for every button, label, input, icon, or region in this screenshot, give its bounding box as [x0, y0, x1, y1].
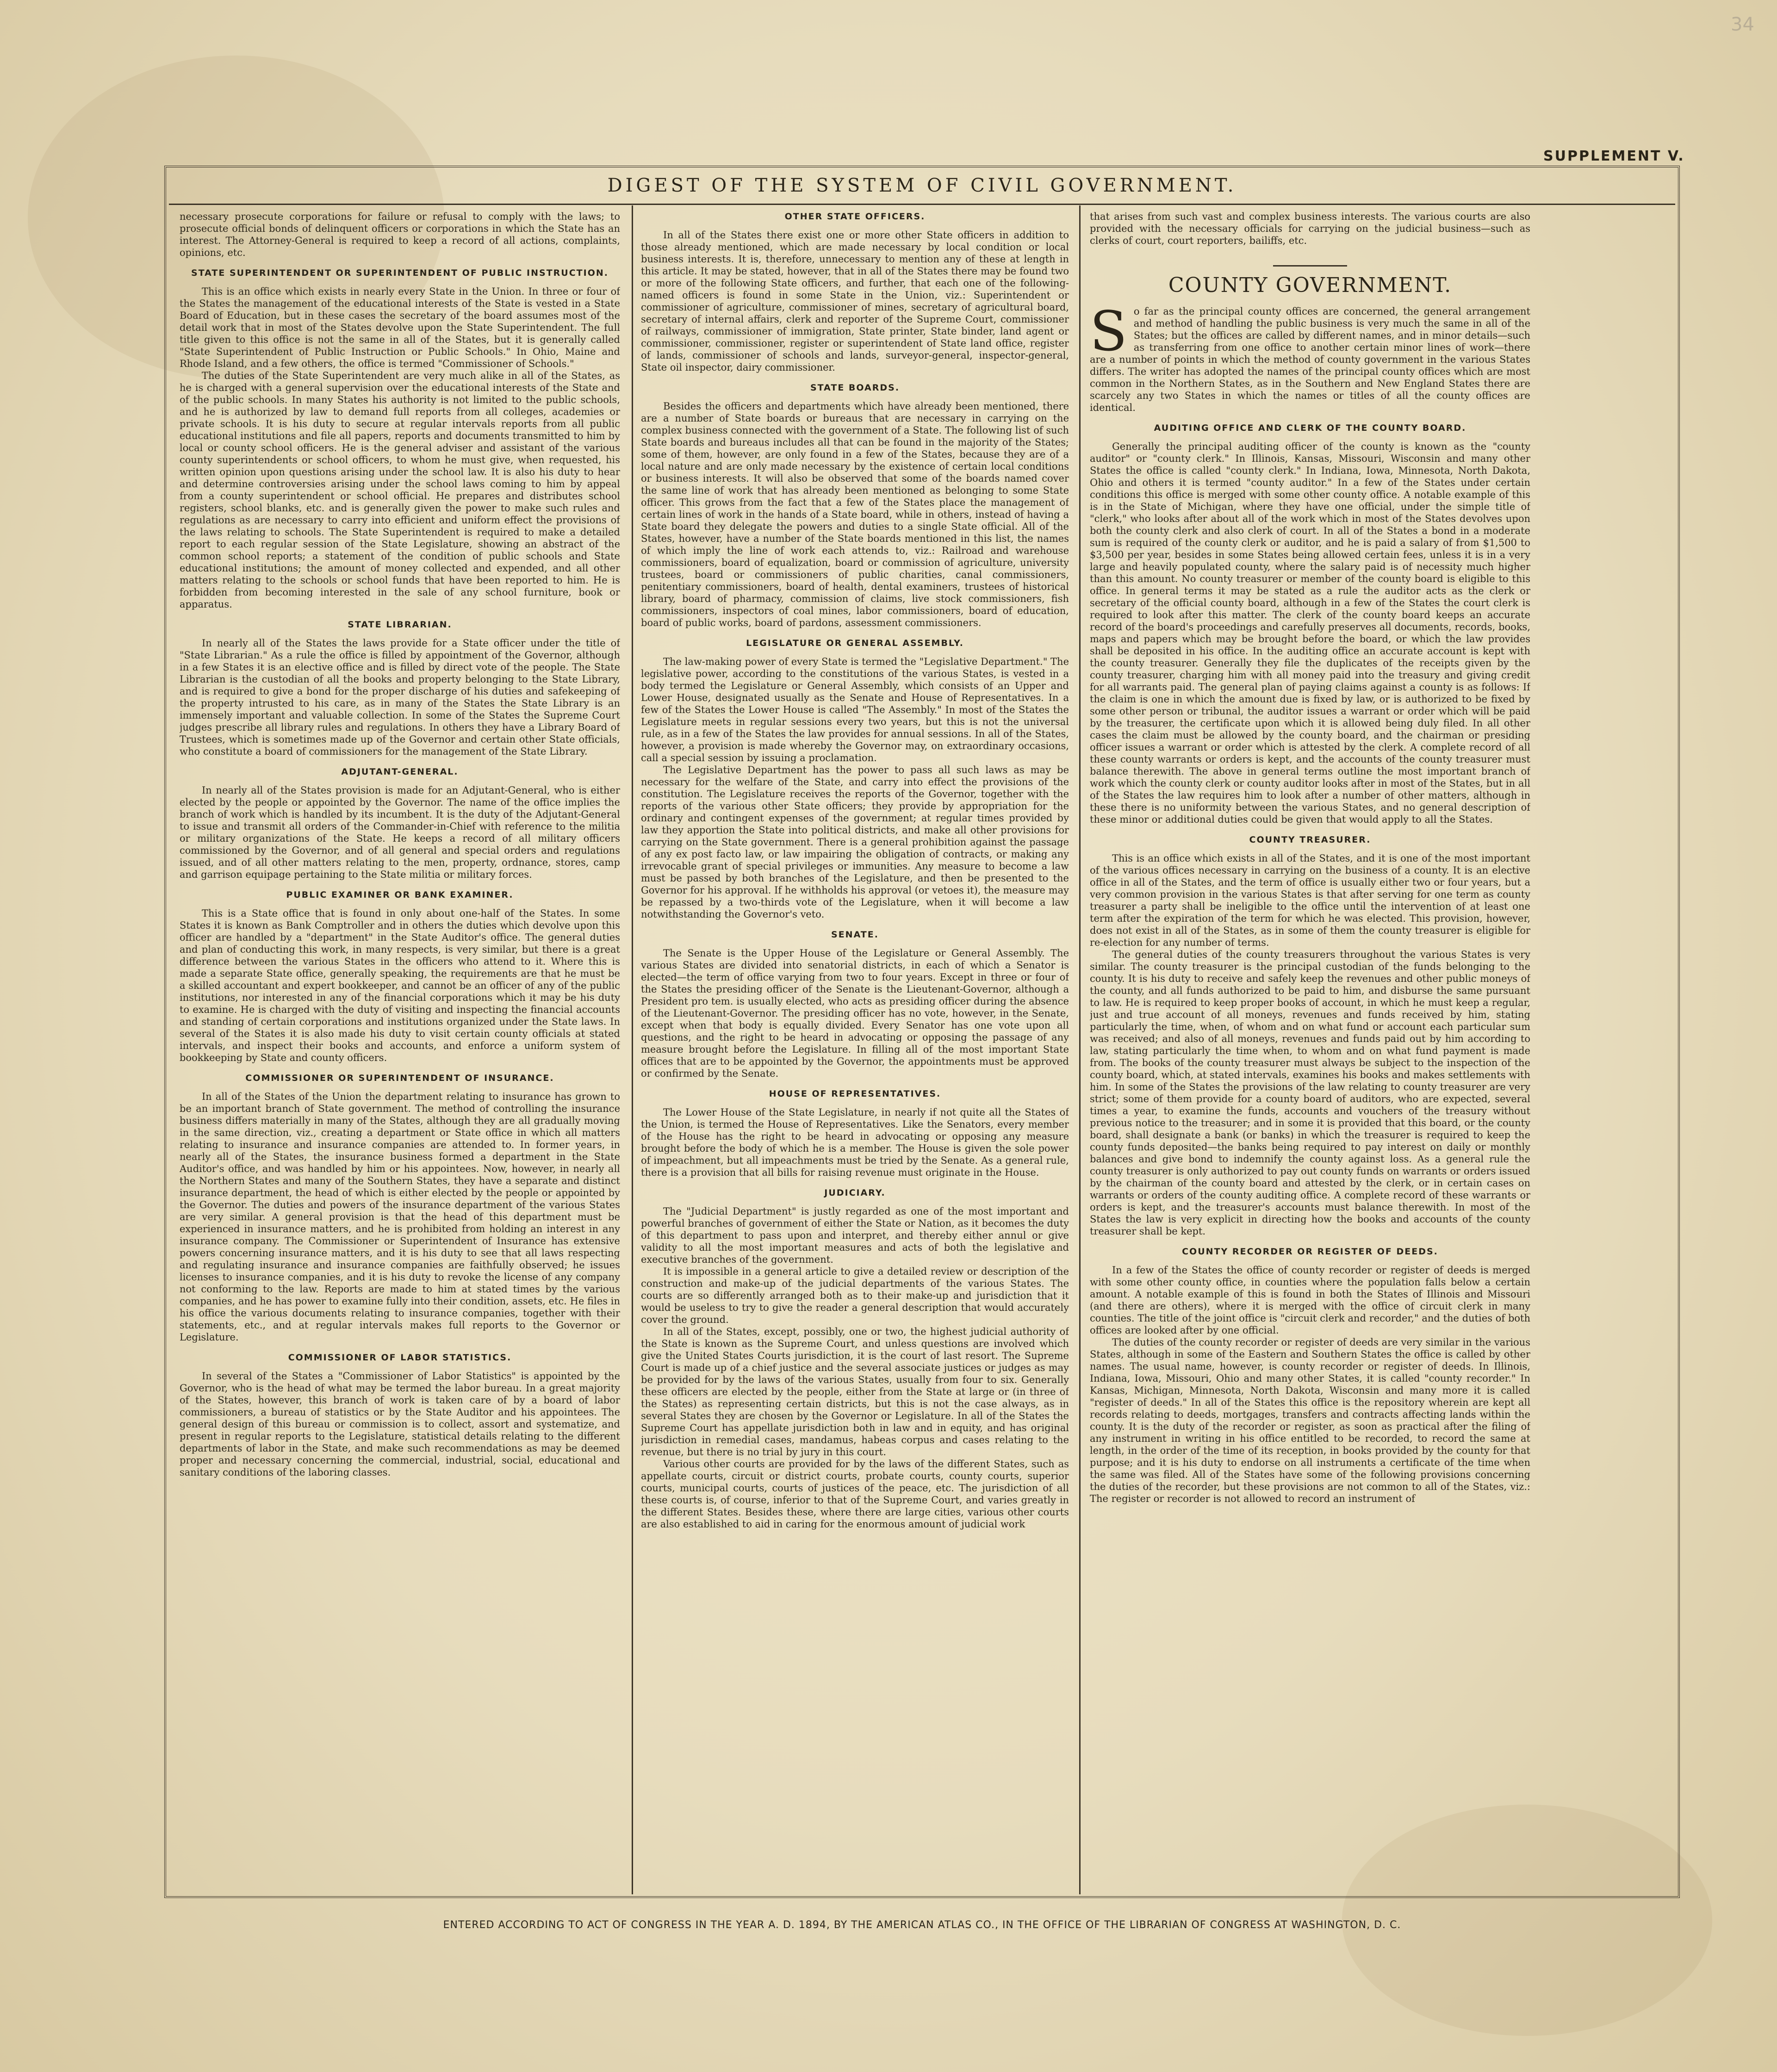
- paragraph: Besides the officers and departments which have already been mentioned, there are a number of State boards or bureaus that are necessary in carrying on the complex business connected with the government of a State. The following list of such State boards and bureaus includes all that can be found in the majority of the States; some of them, however, are only found in a few of the States, because they are of a local nature and are only made necessary by the existence of certain local conditions or business interests. It will also be observed that some of the boards named cover the same line of work that has already been mentioned as belonging to some State officer. This grows from the fact that a few of the States place the management of certain lines of work in the hands of a State board, while in others, instead of having a State board they delegate the powers and duties to a single State official. All of the States, however, have a number of the State boards mentioned in this list, the names of which imply the line of work each attends to, viz.: Railroad and warehouse commissioners, board of equalization, board or commission of agriculture, university trustees, board or commissioners of public charities, canal commissioners, penitentiary commissioners, board of health, dental examiners, trustees of historical library, board of pharmacy, commission of claims, live stock commissioners, fish commissioners, inspectors of coal mines, labor commissioners, board of education, board of public works, board of pardons, assessment commissioners.: [641, 401, 1069, 628]
- paragraph: It is impossible in a general article to give a detailed review or description of the construction and make-up of the judicial departments of the various States. The courts are so differently arranged both as to their make-up and jurisdiction that it would be useless to try to give the reader a general description that would accurately cover the ground.: [641, 1266, 1069, 1325]
- section-divider: [1273, 265, 1347, 267]
- paragraph: The law-making power of every State is termed the "Legislative Department." The legislative power, according to the constitutions of the various States, is vested in a body termed the Legislature or General Assembly, which consists of an Upper and Lower House, designated usually as the Senate and House of Representatives. In a few of the States the Lower House is called "The Assembly." In most of the States the Legislature meets in regular sessions every two years, but this is not the universal rule, as in a few of the States the law provides for annual sessions. In all of the States, however, a provision is made whereby the Governor may, on extraordinary occasions, call a special session by issuing a proclamation.: [641, 656, 1069, 763]
- continued-text: necessary prosecute corporations for failure or refusal to comply with the laws; to prosecute official bonds of delinquent officers or corporations in which the State has an interest. The Attorney-General is required to keep a record of all actions, complaints, opinions, etc.: [180, 211, 620, 258]
- paragraph: In all of the States of the Union the department relating to insurance has grown to be an important branch of State government. The method of controlling the insurance business differs materially in many of the States, although they are all gradually moving in the same direction, viz., creating a department or State office in which all matters relating to insurance and insurance companies are attended to. In former years, in nearly all of the States, the insurance business formed a department in the State Auditor's office, and was handled by him or his appointees. Now, however, in nearly all the Northern States and many of the Southern States, they have a separate and distinct insurance department, the head of which is either elected by the people or appointed by the Governor. The duties and powers of the insurance department of the various States are very similar. A general provision is that the head of this department must be experienced in insurance matters, and he is prohibited from holding an interest in any insurance company. The Commissioner or Superintendent of Insurance has extensive powers concerning insurance matters, and it is his duty to see that all laws respecting and regulating insurance and insurance companies are faithfully observed; he issues licenses to insurance companies, and it is his duty to revoke the license of any company not conforming to the law. Reports are made to him at stated times by the various companies, and he has power to examine fully into their condition, assets, etc. He files in his office the various documents relating to insurance companies, together with their statements, etc., and at regular intervals makes full reports to the Governor or Legislature.: [180, 1091, 620, 1343]
- section-heading: COUNTY RECORDER OR REGISTER OF DEEDS.: [1182, 1247, 1438, 1257]
- article-section: [641, 211, 1069, 373]
- section-heading: LEGISLATURE OR GENERAL ASSEMBLY.: [746, 638, 964, 648]
- section-heading: STATE LIBRARIAN.: [348, 620, 452, 630]
- paragraph: The duties of the State Superintendent are very much alike in all of the States, as he is charged with a general supervision over the educational interests of the State and of the public schools. In many States his authority is not limited to the public schools, and he is authorized by law to demand full reports from all colleges, academies or private schools. It is his duty to secure at regular intervals reports from all public educational institutions and file all papers, reports and documents transmitted to him by local or county school officers. He is the general adviser and assistant of the various county superintendents or school officers, to whom he must give, when requested, his written opinion upon questions arising under the school law. It is also his duty to hear and determine controversies arising under the school laws coming to him by appeal from a county superintendent or school official. He prepares and distributes school registers, school blanks, etc. and is generally given the power to make such rules and regulations as are necessary to carry into efficient and uniform effect the provisions of the laws relating to schools. The State Superintendent is required to make a detailed report to each regular session of the State Legislature, showing an abstract of the common school reports; a statement of the condition of public schools and State educational institutions; the amount of money collected and expended, and all other matters relating to the schools or school funds that have been reported to him. He is forbidden from becoming interested in the sale of any school furniture, book or apparatus.: [180, 370, 620, 610]
- paragraph: This is a State office that is found in only about one-half of the States. In some States it is known as Bank Comptroller and in others the duties which devolve upon this officer are handled by a "department" in the State Auditor's office. The general duties and plan of conducting this work, in many respects, is very similar, but there is a great difference between the various States in the officers who attend to it. Where this is made a separate State office, generally speaking, the requirements are that he must be a skilled accountant and expert bookkeeper, and cannot be an officer of any of the public institutions, nor interested in any of the financial corporations which it may be his duty to examine. He is charged with the duty of visiting and inspecting the financial accounts and standing of certain corporations and institutions organized under the State laws. In several of the States it is also made his duty to visit certain county officials at stated intervals, and inspect their books and accounts, and enforce a uniform system of bookkeeping by State and county officers.: [180, 908, 620, 1063]
- article-section: [641, 382, 1069, 629]
- article-section: [1090, 422, 1530, 825]
- drop-cap: S: [1090, 299, 1127, 363]
- paragraph: In all of the States there exist one or more other State officers in addition to those already mentioned, which are made necessary by local condition or local business interests. It is, therefore, unnecessary to mention any of these at length in this article. It may be stated, however, that in all of the States there may be found two or more of the following State officers, and further, that each one of the following-named officers is found in some State in the Union, viz.: Superintendent or commissioner of agriculture, commissioner of mines, secretary of agricultural board, secretary of internal affairs, clerk and reporter of the Supreme Court, commissioner of railways, commissioner of immigration, State printer, State binder, land agent or commissioner, commissioner, register or superintendent of State land office, register of lands, commissioner of schools and lands, surveyor-general, inspector-general, State oil inspector, dairy commissioner.: [641, 230, 1069, 373]
- paragraph: In all of the States, except, possibly, one or two, the highest judicial authority of the State is known as the Supreme Court, and unless questions are involved which give the United States Courts jurisdiction, it is the court of last resort. The Supreme Court is made up of a chief justice and the several associate justices or judges as may be provided for by the laws of the various States, usually from four to six. Generally these officers are elected by the people, either from the State at large or (in three of the States) as representing certain districts, but this is not the case always, as in several States they are chosen by the Governor or Legislature. In all of the States the Supreme Court has appellate jurisdiction both in law and in equity, and has original jurisdiction in remedial cases, mandamus, habeas corpus and cases relating to the revenue, but there is no trial by jury in this court.: [641, 1326, 1069, 1458]
- section-heading: OTHER STATE OFFICERS.: [784, 211, 926, 222]
- article-section: [180, 267, 620, 610]
- copyright-footer: ENTERED ACCORDING TO ACT OF CONGRESS IN THE YEAR A. D. 1894, BY THE AMERICAN ATLAS CO., IN THE OFFICE OF THE LIBRARIAN OF CONGRESS AT WASHINGTON, D. C.: [443, 1919, 1401, 1931]
- column-right: [1090, 211, 1530, 1892]
- title-rule: [169, 204, 1675, 205]
- section-heading: COMMISSIONER OR SUPERINTENDENT OF INSURANCE.: [245, 1073, 554, 1083]
- paragraph: The Lower House of the State Legislature, in nearly if not quite all the States of the Union, is termed the House of Representatives. Like the Senators, every member of the House has the right to be heard in advocating or opposing any measure brought before the body of which he is a member. The House is given the sole power of impeachment, but all impeachments must be tried by the Senate. As a general rule, there is a provision that all bills for raising revenue must originate in the House.: [641, 1107, 1069, 1178]
- page-number: 34: [1731, 14, 1754, 35]
- article-section: [641, 1088, 1069, 1179]
- article-section: [1090, 1246, 1530, 1505]
- article-section: [180, 1352, 620, 1478]
- county-government-title: COUNTY GOVERNMENT.: [1168, 273, 1452, 297]
- continued-text: that arises from such vast and complex business interests. The various courts are also provided with the necessary officials for carrying on the judicial business—such as clerks of court, court reporters, bailiffs, etc.: [1090, 211, 1530, 246]
- paragraph: The duties of the county recorder or register of deeds are very similar in the various States, although in some of the Eastern and Southern States the office is called by other names. The usual name, however, is county recorder or register of deeds. In Illinois, Indiana, Iowa, Missouri, Ohio and many other States, it is called "county recorder." In Kansas, Michigan, Minnesota, North Dakota, Wisconsin and many more it is called "register of deeds." In all of the States this office is the repository wherein are kept all records relating to deeds, mortgages, transfers and contracts affecting lands within the county. It is the duty of the recorder or register, as soon as practical after the filing of any instrument in writing in his office entitled to be recorded, to record the same at length, in the order of the time of its reception, in books provided by the county for that purpose; and it is his duty to endorse on all instruments a certificate of the time when the same was filed. All of the States have some of the following provisions concerning the duties of the recorder, but these provisions are not common to all of the States, viz.: The register or recorder is not allowed to record an instrument of: [1090, 1337, 1530, 1504]
- paragraph: This is an office which exists in nearly every State in the Union. In three or four of the States the management of the educational interests of the State is vested in a State Board of Education, but in these cases the secretary of the board assumes most of the detail work that in most of the States devolve upon the State Superintendent. The full title given to this office is not the same in all of the States, but it is generally called "State Superintendent of Public Instruction or Public Schools." In Ohio, Maine and Rhode Island, and a few others, the office is termed "Commissioner of Schools.": [180, 286, 620, 369]
- column-middle: [641, 211, 1069, 1892]
- paragraph: The "Judicial Department" is justly regarded as one of the most important and powerful branches of government of either the State or Nation, as it becomes the duty of this department to pass upon and interpret, and thereby either annul or give validity to all the most important measures and acts of both the legislative and executive branches of the government.: [641, 1206, 1069, 1265]
- paragraph: This is an office which exists in all of the States, and it is one of the most important of the various offices necessary in carrying on the business of a county. It is an elective office in all of the States, and the term of office is usually either two or four years, but a very common provision in the various States is that after serving for one term as county treasurer a party shall be ineligible to the office until the intervention of at least one term after the expiration of the term for which he was elected. This provision, however, does not exist in all of the States, as in some of them the county treasurer is eligible for re-election for any number of terms.: [1090, 853, 1530, 948]
- paragraph: In a few of the States the office of county recorder or register of deeds is merged with some other county office, in counties where the population falls below a certain amount. A notable example of this is found in both the States of Illinois and Missouri (and there are others), where it is merged with the office of circuit clerk in many counties. The title of the joint office is "circuit clerk and recorder," and the duties of both offices are looked after by one official.: [1090, 1265, 1530, 1336]
- article-section: [180, 619, 620, 757]
- article-section: [641, 637, 1069, 920]
- column-divider: [632, 205, 633, 1894]
- paragraph: In nearly all of the States provision is made for an Adjutant-General, who is either elected by the people or appointed by the Governor. The name of the office implies the branch of work which is handled by its incumbent. It is the duty of the Adjutant-General to issue and transmit all orders of the Commander-in-Chief with reference to the militia or military organizations of the State. He keeps a record of all military officers commissioned by the Governor, and of all general and special orders and regulations issued, and of all other matters relating to the men, property, ordnance, stores, camp and garrison equipage pertaining to the State militia or military forces.: [180, 785, 620, 880]
- section-heading: PUBLIC EXAMINER OR BANK EXAMINER.: [286, 890, 514, 900]
- article-section: [641, 1187, 1069, 1530]
- paragraph: In several of the States a "Commissioner of Labor Statistics" is appointed by the Governor, who is the head of what may be termed the labor bureau. In a great majority of the States, however, this branch of work is taken care of by a board of labor commissioners, a bureau of statistics or by the State Auditor and his appointees. The general design of this bureau or commission is to collect, assort and systematize, and present in regular reports to the Legislature, statistical details relating to the different departments of labor in the State, and make such recommendations as may be deemed proper and necessary concerning the commercial, industrial, social, educational and sanitary conditions of the laboring classes.: [180, 1371, 620, 1478]
- paragraph: The Legislative Department has the power to pass all such laws as may be necessary for the welfare of the State, and carry into effect the provisions of the constitution. The Legislature receives the reports of the Governor, together with the reports of the various other State officers; they provide by appropriation for the ordinary and contingent expenses of the government; at regular times provided by law they apportion the State into political districts, and make all other provisions for carrying on the State government. There is a general prohibition against the passage of any ex post facto law, or law impairing the obligation of contracts, or making any irrevocable grant of special privileges or immunities. Any measure to become a law must be passed by both branches of the Legislature, and then be presented to the Governor for his approval. If he withholds his approval (or vetoes it), the measure may be repassed by a two-thirds vote of the Legislature, when it will become a law notwithstanding the Governor's veto.: [641, 764, 1069, 920]
- paragraph: Generally the principal auditing officer of the county is known as the "county auditor" or "county clerk." In Illinois, Kansas, Missouri, Wisconsin and many other States the office is called "county clerk." In Indiana, Iowa, Minnesota, North Dakota, Ohio and others it is termed "county auditor." In a few of the States under certain conditions this office is merged with some other county office. A notable example of this is in the State of Michigan, where they have one official, under the simple title of "clerk," who looks after about all of the work which in most of the States devolves upon both the county clerk and also clerk of court. In all of the States a bond in a moderate sum is required of the county clerk or auditor, and he is paid a salary of from $1,500 to $3,500 per year, besides in some States being allowed certain fees, unless it is in a very large and heavily populated county, where the salary paid is of necessity much higher than this amount. No county treasurer or member of the county board is eligible to this office. In general terms it may be stated as a rule the auditor acts as the clerk or secretary of the official county board, although in a few of the States the court clerk is required to look after this matter. The clerk of the county board keeps an accurate record of the board's proceedings and carefully preserves all documents, records, books, maps and papers which may be brought before the board, or which the law provides shall be deposited in his office. In the auditing office an accurate account is kept with the county treasurer. Generally they file the duplicates of the receipts given by the county treasurer, charging him with all money paid into the treasury and giving credit for all warrants paid. The general plan of paying claims against a county is as follows: If the claim is one in which the amount due is fixed by law, or is authorized to be fixed by some other person or tribunal, the auditor issues a warrant or order which will be paid by the treasurer, the certificate upon which it is allowed being duly filed. In all other cases the claim must be allowed by the county board, and the chairman or presiding officer issues a warrant or order which is attested by the clerk. A complete record of all these county warrants or orders is kept, and the accounts of the county treasurer must balance therewith. The above in general terms outline the most important branch of work which the county clerk or county auditor looks after in most of the States, but in all of the States the law requires him to look after a number of other matters, although in these there is no uniformity between the various States, and no general description of these minor or additional duties could be given that would apply to all the States.: [1090, 441, 1530, 825]
- paragraph: Various other courts are provided for by the laws of the different States, such as appellate courts, circuit or district courts, probate courts, county courts, superior courts, municipal courts, courts of justices of the peace, etc. The jurisdiction of all these courts is, of course, inferior to that of the Supreme Court, and varies greatly in the different States. Besides these, where there are large cities, various other courts are also established to aid in caring for the enormous amount of judicial work: [641, 1458, 1069, 1530]
- article-section: [1090, 834, 1530, 1237]
- column-left: [180, 211, 620, 1892]
- supplement-label: SUPPLEMENT V.: [1543, 148, 1685, 164]
- section-heading: STATE SUPERINTENDENT OR SUPERINTENDENT OF PUBLIC INSTRUCTION.: [191, 268, 609, 278]
- section-heading: HOUSE OF REPRESENTATIVES.: [769, 1089, 941, 1099]
- section-heading: SENATE.: [831, 930, 879, 940]
- article-section: [180, 766, 620, 881]
- page-title: DIGEST OF THE SYSTEM OF CIVIL GOVERNMENT.: [607, 175, 1237, 196]
- section-heading: AUDITING OFFICE AND CLERK OF THE COUNTY BOARD.: [1154, 423, 1466, 433]
- county-intro-text: o far as the principal county offices are concerned, the general arrangement and method of handling the public business is very much the same in all of the States; but the offices are called by different names, and in minor details—such as transferring from one office to another certain minor lines of work—there are a number of points in which the method of county government in the various States differs. The writer has adopted the names of the principal county offices which are most common in the Northern States, as in the Southern and New England States there are scarcely any two States in which the names or titles of all the county offices are identical.: [1090, 306, 1530, 413]
- paragraph: The Senate is the Upper House of the Legislature or General Assembly. The various States are divided into senatorial districts, in each of which a Senator is elected—the term of office varying from two to four years. Except in three or four of the States the presiding officer of the Senate is the Lieutenant-Governor, although a President pro tem. is usually elected, who acts as presiding officer during the absence of the Lieutenant-Governor. The presiding officer has no vote, however, in the Senate, except when that body is equally divided. Every Senator has one vote upon all questions, and the right to be heard in advocating or opposing the passage of any measure brought before the Legislature. In filling all of the most important State offices that are to be appointed by the Governor, the appointments must be approved or confirmed by the Senate.: [641, 948, 1069, 1079]
- column-divider: [1079, 205, 1081, 1894]
- article-section: [180, 1072, 620, 1343]
- section-heading: ADJUTANT-GENERAL.: [341, 767, 459, 777]
- section-heading: COUNTY TREASURER.: [1249, 835, 1371, 845]
- section-heading: JUDICIARY.: [824, 1188, 886, 1198]
- section-heading: COMMISSIONER OF LABOR STATISTICS.: [288, 1352, 512, 1363]
- paragraph: In nearly all of the States the laws provide for a State officer under the title of "State Librarian." As a rule the office is filled by appointment of the Governor, although in a few States it is an elective office and is filled by direct vote of the people. The State Librarian is the custodian of all the books and property belonging to the State Library, and is required to give a bond for the proper discharge of his duties and safekeeping of the property intrusted to his care, as in many of the States the State Library is an immensely important and valuable collection. In some of the States the Supreme Court judges prescribe all library rules and regulations. In others they have a Library Board of Trustees, which is sometimes made up of the Governor and certain other State officials, who constitute a board of commissioners for the management of the State Library.: [180, 638, 620, 757]
- county-intro: [1090, 299, 1530, 414]
- paragraph: The general duties of the county treasurers throughout the various States is very similar. The county treasurer is the principal custodian of the funds belonging to the county. It is his duty to receive and safely keep the revenues and other public moneys of the county, and all funds authorized to be paid to him, and disburse the same pursuant to law. He is required to keep proper books of account, in which he must keep a regular, just and true account of all moneys, revenues and funds received by him, stating particularly the time, when, of whom and on what fund or account each particular sum was received; and also of all moneys, revenues and funds paid out by him according to law, stating particularly the time when, to whom and on what fund payment is made from. The books of the county treasurer must always be subject to the inspection of the county board, which, at stated intervals, examines his books and makes settlements with him. In some of the States the provisions of the law relating to county treasurer are very strict; some of them provide for a county board of auditors, who are expected, several times a year, to examine the funds, accounts and vouchers of the treasury without previous notice to the treasurer; and in some it is provided that this board, or the county board, shall designate a bank (or banks) in which the treasurer is required to keep the county funds deposited—the banks being required to pay interest on daily or monthly balances and give bond to indemnify the county against loss. As a general rule the county treasurer is only authorized to pay out county funds on warrants or orders issued by the chairman of the county board and attested by the clerk, or in certain cases on warrants or orders of the county auditing office. A complete record of these warrants or orders is kept, and the treasurer's accounts must balance therewith. In most of the States the law is very explicit in directing how the books and accounts of the county treasurer shall be kept.: [1090, 949, 1530, 1237]
- article-section: [180, 889, 620, 1064]
- section-heading: STATE BOARDS.: [810, 383, 900, 393]
- article-section: [641, 929, 1069, 1079]
